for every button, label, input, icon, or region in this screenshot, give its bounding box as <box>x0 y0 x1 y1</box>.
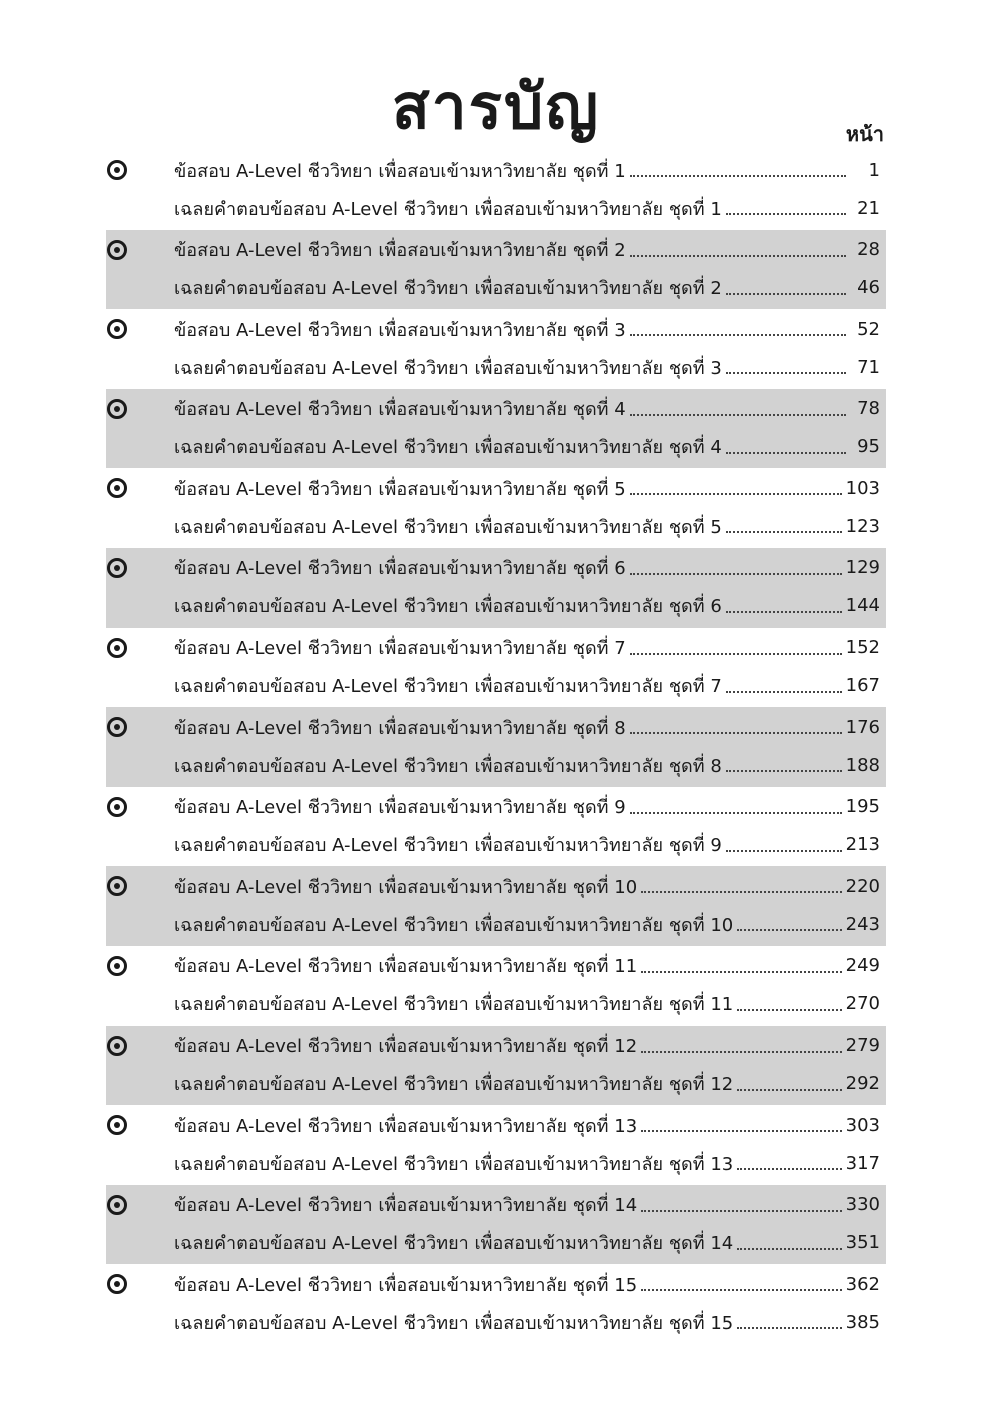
toc-entry-title: เฉลยคำตอบข้อสอบ A-Level ชีววิทยา เพื่อสอบเข้ามหาวิทยาลัย ชุดที่ 2 <box>174 278 722 300</box>
toc-entry-title: ข้อสอบ A-Level ชีววิทยา เพื่อสอบเข้ามหาวิทยาลัย ชุดที่ 2 <box>174 240 626 262</box>
target-bullet-icon <box>107 638 127 658</box>
toc-entry-page: 188 <box>845 754 880 776</box>
target-bullet-icon <box>107 399 127 419</box>
toc-entry-page: 123 <box>845 515 880 537</box>
dot-leader <box>630 653 842 655</box>
toc-entry-exam[interactable] <box>174 1028 880 1064</box>
toc-entry-title: เฉลยคำตอบข้อสอบ A-Level ชีววิทยา เพื่อสอบเข้ามหาวิทยาลัย ชุดที่ 5 <box>174 516 722 538</box>
toc-entry-title: เฉลยคำตอบข้อสอบ A-Level ชีววิทยา เพื่อสอบเข้ามหาวิทยาลัย ชุดที่ 9 <box>174 835 722 857</box>
target-bullet-icon <box>107 1036 127 1056</box>
toc-group <box>106 1026 886 1106</box>
toc-entry-exam[interactable] <box>174 1187 880 1223</box>
toc-entry-title: เฉลยคำตอบข้อสอบ A-Level ชีววิทยา เพื่อสอบเข้ามหาวิทยาลัย ชุดที่ 14 <box>174 1233 734 1255</box>
toc-entry-title: ข้อสอบ A-Level ชีววิทยา เพื่อสอบเข้ามหาวิทยาลัย ชุดที่ 7 <box>174 638 626 660</box>
toc-entry-answer[interactable] <box>174 349 880 385</box>
toc-entry-page: 152 <box>845 637 880 659</box>
toc-entry-title: ข้อสอบ A-Level ชีววิทยา เพื่อสอบเข้ามหาวิทยาลัย ชุดที่ 14 <box>174 1195 638 1217</box>
dot-leader <box>737 929 841 931</box>
toc-group <box>106 389 886 469</box>
dot-leader <box>726 531 842 533</box>
toc-entry-page: 21 <box>857 197 880 219</box>
toc-entry-page: 330 <box>845 1194 880 1216</box>
toc-entry-page: 52 <box>857 318 880 340</box>
dot-leader <box>726 770 842 772</box>
toc-entry-page: 1 <box>868 159 880 181</box>
toc-entry-answer[interactable] <box>174 1145 880 1181</box>
dot-leader <box>630 812 842 814</box>
page-title: สารบัญ <box>391 70 601 143</box>
toc-entry-page: 46 <box>857 277 880 299</box>
toc-entry-page: 176 <box>845 716 880 738</box>
dot-leader <box>726 293 846 295</box>
dot-leader <box>726 452 846 454</box>
toc-entry-page: 103 <box>845 477 880 499</box>
dot-leader <box>737 1327 841 1329</box>
toc-entry-title: เฉลยคำตอบข้อสอบ A-Level ชีววิทยา เพื่อสอบเข้ามหาวิทยาลัย ชุดที่ 12 <box>174 1074 734 1096</box>
target-bullet-icon <box>107 240 127 260</box>
toc-entry-answer[interactable] <box>174 827 880 863</box>
toc-entry-title: ข้อสอบ A-Level ชีววิทยา เพื่อสอบเข้ามหาวิทยาลัย ชุดที่ 3 <box>174 319 626 341</box>
toc-entry-answer[interactable] <box>174 906 880 942</box>
toc-entry-exam[interactable] <box>174 948 880 984</box>
toc-group <box>106 787 886 867</box>
target-bullet-icon <box>107 1274 127 1294</box>
toc-entry-title: ข้อสอบ A-Level ชีววิทยา เพื่อสอบเข้ามหาวิทยาลัย ชุดที่ 13 <box>174 1115 638 1137</box>
toc-group <box>106 309 886 389</box>
toc-entry-page: 351 <box>845 1232 880 1254</box>
page-column-label: หน้า <box>845 122 884 146</box>
toc-entry-title: ข้อสอบ A-Level ชีววิทยา เพื่อสอบเข้ามหาวิทยาลัย ชุดที่ 11 <box>174 956 638 978</box>
toc-entry-title: ข้อสอบ A-Level ชีววิทยา เพื่อสอบเข้ามหาวิทยาลัย ชุดที่ 12 <box>174 1036 638 1058</box>
toc-entry-exam[interactable] <box>174 630 880 666</box>
toc-entry-answer[interactable] <box>174 986 880 1022</box>
target-bullet-icon <box>107 558 127 578</box>
toc-entry-title: เฉลยคำตอบข้อสอบ A-Level ชีววิทยา เพื่อสอบเข้ามหาวิทยาลัย ชุดที่ 4 <box>174 437 722 459</box>
dot-leader <box>726 691 842 693</box>
toc-entry-title: เฉลยคำตอบข้อสอบ A-Level ชีววิทยา เพื่อสอบเข้ามหาวิทยาลัย ชุดที่ 8 <box>174 755 722 777</box>
toc-entry-title: ข้อสอบ A-Level ชีววิทยา เพื่อสอบเข้ามหาวิทยาลัย ชุดที่ 4 <box>174 399 626 421</box>
toc-group <box>106 707 886 787</box>
dot-leader <box>737 1089 841 1091</box>
target-bullet-icon <box>107 319 127 339</box>
dot-leader <box>641 1210 841 1212</box>
toc-entry-answer[interactable] <box>174 429 880 465</box>
toc-entry-title: ข้อสอบ A-Level ชีววิทยา เพื่อสอบเข้ามหาวิทยาลัย ชุดที่ 5 <box>174 478 626 500</box>
toc-group <box>106 1264 886 1344</box>
toc-entry-answer[interactable] <box>174 190 880 226</box>
toc-group <box>106 1185 886 1265</box>
toc-entry-page: 385 <box>845 1311 880 1333</box>
toc-entry-title: ข้อสอบ A-Level ชีววิทยา เพื่อสอบเข้ามหาวิทยาลัย ชุดที่ 9 <box>174 797 626 819</box>
toc-entry-answer[interactable] <box>174 270 880 306</box>
toc-group <box>106 150 886 230</box>
toc-entry-answer[interactable] <box>174 1304 880 1340</box>
dot-leader <box>630 414 846 416</box>
toc-entry-page: 71 <box>857 356 880 378</box>
toc-entry-page: 95 <box>857 436 880 458</box>
toc-entry-exam[interactable] <box>174 789 880 825</box>
toc-entry-title: ข้อสอบ A-Level ชีววิทยา เพื่อสอบเข้ามหาวิทยาลัย ชุดที่ 15 <box>174 1274 638 1296</box>
toc-entry-page: 243 <box>845 913 880 935</box>
dot-leader <box>630 573 842 575</box>
toc-entry-page: 129 <box>845 557 880 579</box>
toc-entry-answer[interactable] <box>174 1066 880 1102</box>
toc-entry-title: เฉลยคำตอบข้อสอบ A-Level ชีววิทยา เพื่อสอบเข้ามหาวิทยาลัย ชุดที่ 15 <box>174 1312 734 1334</box>
dot-leader <box>726 213 846 215</box>
toc-group <box>106 548 886 628</box>
target-bullet-icon <box>107 876 127 896</box>
dot-leader <box>737 1009 841 1011</box>
toc-entry-answer[interactable] <box>174 747 880 783</box>
toc-entry-exam[interactable] <box>174 311 880 347</box>
toc-entry-exam[interactable] <box>174 391 880 427</box>
dot-leader <box>630 493 842 495</box>
dot-leader <box>630 175 846 177</box>
dot-leader <box>641 1130 841 1132</box>
toc-entry-page: 28 <box>857 239 880 261</box>
toc-entry-exam[interactable] <box>174 1266 880 1302</box>
target-bullet-icon <box>107 1195 127 1215</box>
toc-entry-page: 167 <box>845 675 880 697</box>
toc-entry-page: 292 <box>845 1073 880 1095</box>
toc-entry-title: ข้อสอบ A-Level ชีววิทยา เพื่อสอบเข้ามหาวิทยาลัย ชุดที่ 10 <box>174 876 638 898</box>
table-of-contents <box>106 150 886 1344</box>
toc-entry-title: เฉลยคำตอบข้อสอบ A-Level ชีววิทยา เพื่อสอบเข้ามหาวิทยาลัย ชุดที่ 6 <box>174 596 722 618</box>
toc-entry-title: ข้อสอบ A-Level ชีววิทยา เพื่อสอบเข้ามหาวิทยาลัย ชุดที่ 6 <box>174 558 626 580</box>
target-bullet-icon <box>107 797 127 817</box>
toc-entry-answer[interactable] <box>174 588 880 624</box>
toc-group <box>106 946 886 1026</box>
toc-group <box>106 628 886 708</box>
toc-entry-page: 270 <box>845 993 880 1015</box>
dot-leader <box>630 255 846 257</box>
dot-leader <box>726 611 842 613</box>
dot-leader <box>726 850 842 852</box>
toc-group <box>106 866 886 946</box>
toc-entry-page: 249 <box>845 955 880 977</box>
dot-leader <box>737 1168 841 1170</box>
toc-entry-exam[interactable] <box>174 868 880 904</box>
toc-entry-page: 144 <box>845 595 880 617</box>
toc-entry-answer[interactable] <box>174 668 880 704</box>
toc-entry-title: เฉลยคำตอบข้อสอบ A-Level ชีววิทยา เพื่อสอบเข้ามหาวิทยาลัย ชุดที่ 3 <box>174 357 722 379</box>
toc-entry-answer[interactable] <box>174 1225 880 1261</box>
target-bullet-icon <box>107 717 127 737</box>
toc-entry-page: 195 <box>845 796 880 818</box>
dot-leader <box>641 1051 841 1053</box>
dot-leader <box>641 971 841 973</box>
dot-leader <box>630 334 846 336</box>
dot-leader <box>641 891 841 893</box>
toc-entry-title: เฉลยคำตอบข้อสอบ A-Level ชีววิทยา เพื่อสอบเข้ามหาวิทยาลัย ชุดที่ 10 <box>174 914 734 936</box>
dot-leader <box>630 732 842 734</box>
dot-leader <box>726 372 846 374</box>
toc-group <box>106 1105 886 1185</box>
toc-entry-title: เฉลยคำตอบข้อสอบ A-Level ชีววิทยา เพื่อสอบเข้ามหาวิทยาลัย ชุดที่ 13 <box>174 1153 734 1175</box>
toc-entry-page: 279 <box>845 1035 880 1057</box>
toc-entry-title: เฉลยคำตอบข้อสอบ A-Level ชีววิทยา เพื่อสอบเข้ามหาวิทยาลัย ชุดที่ 1 <box>174 198 722 220</box>
toc-entry-answer[interactable] <box>174 508 880 544</box>
toc-group <box>106 230 886 310</box>
dot-leader <box>737 1248 841 1250</box>
toc-entry-title: ข้อสอบ A-Level ชีววิทยา เพื่อสอบเข้ามหาวิทยาลัย ชุดที่ 1 <box>174 160 626 182</box>
toc-entry-exam[interactable] <box>174 709 880 745</box>
toc-entry-exam[interactable] <box>174 152 880 188</box>
target-bullet-icon <box>107 160 127 180</box>
toc-entry-exam[interactable] <box>174 550 880 586</box>
target-bullet-icon <box>107 478 127 498</box>
toc-entry-exam[interactable] <box>174 1107 880 1143</box>
toc-entry-title: ข้อสอบ A-Level ชีววิทยา เพื่อสอบเข้ามหาวิทยาลัย ชุดที่ 8 <box>174 717 626 739</box>
toc-entry-exam[interactable] <box>174 470 880 506</box>
toc-entry-title: เฉลยคำตอบข้อสอบ A-Level ชีววิทยา เพื่อสอบเข้ามหาวิทยาลัย ชุดที่ 11 <box>174 994 734 1016</box>
toc-entry-title: เฉลยคำตอบข้อสอบ A-Level ชีววิทยา เพื่อสอบเข้ามหาวิทยาลัย ชุดที่ 7 <box>174 676 722 698</box>
toc-entry-page: 303 <box>845 1114 880 1136</box>
dot-leader <box>641 1289 841 1291</box>
toc-entry-page: 220 <box>845 875 880 897</box>
toc-group <box>106 468 886 548</box>
toc-entry-page: 317 <box>845 1152 880 1174</box>
toc-entry-page: 213 <box>845 834 880 856</box>
target-bullet-icon <box>107 956 127 976</box>
toc-entry-page: 362 <box>845 1273 880 1295</box>
toc-entry-page: 78 <box>857 398 880 420</box>
target-bullet-icon <box>107 1115 127 1135</box>
toc-entry-exam[interactable] <box>174 232 880 268</box>
